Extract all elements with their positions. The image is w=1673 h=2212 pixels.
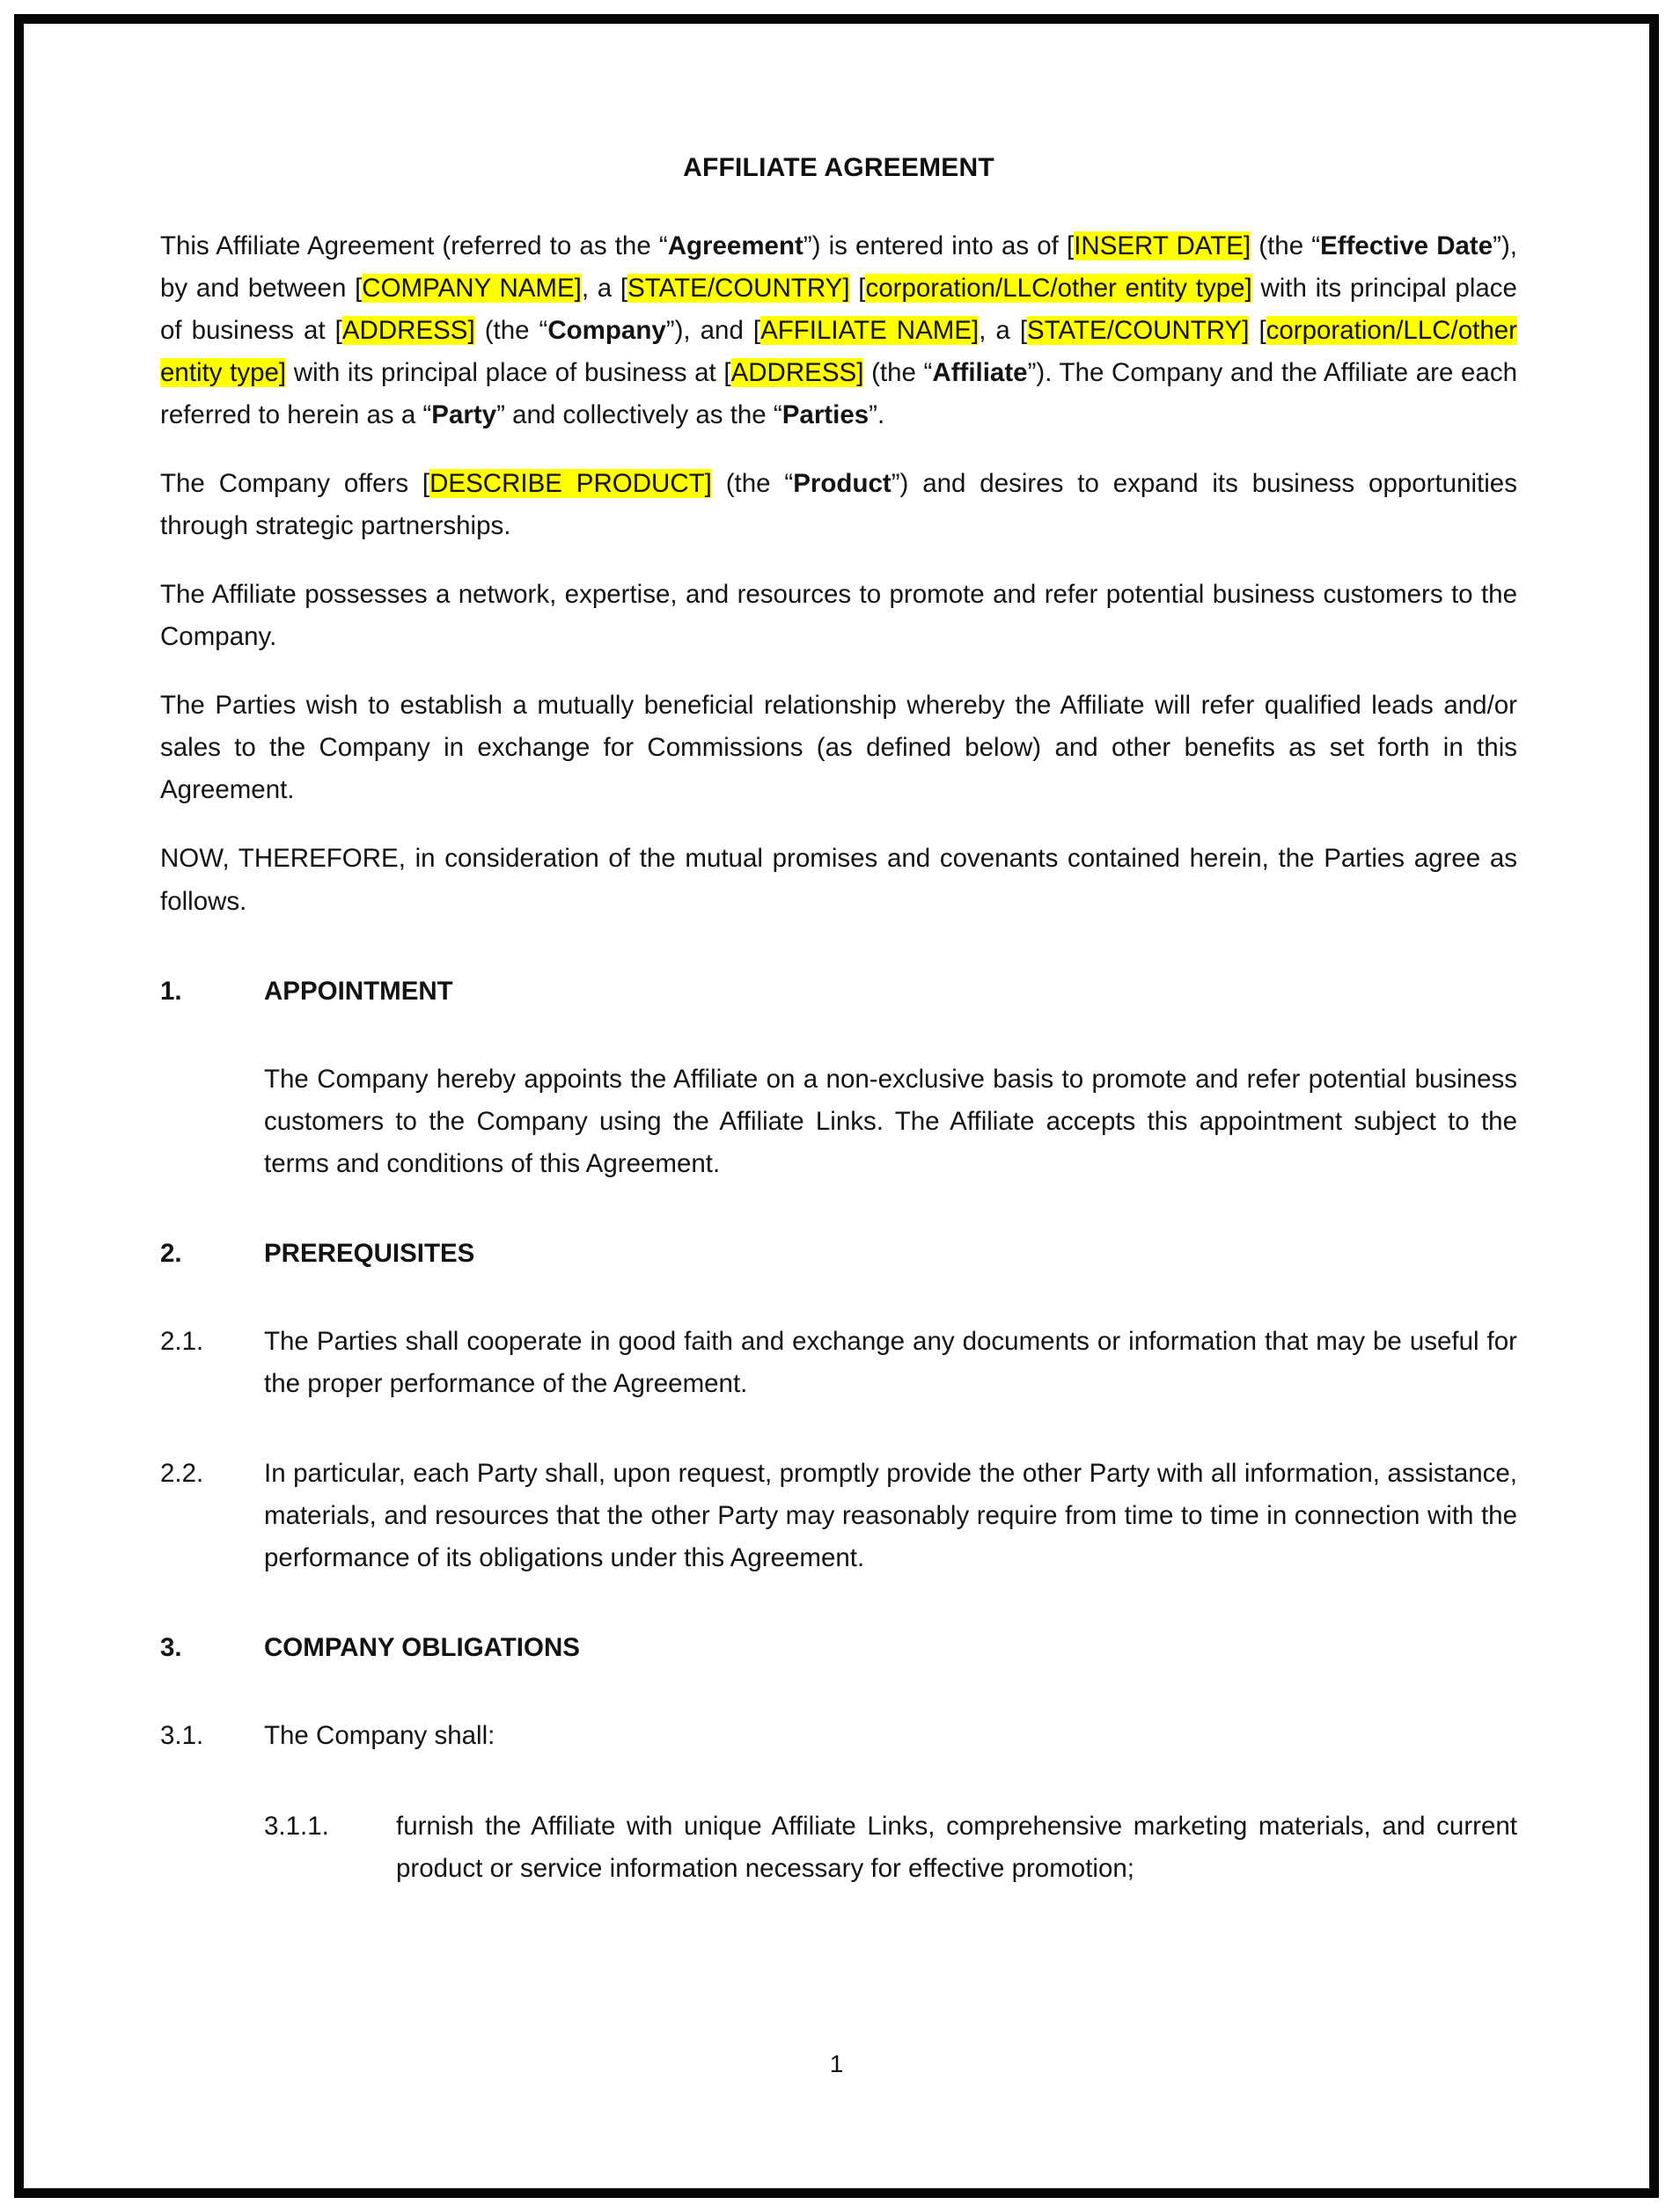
section-heading-3: [160, 1627, 1517, 1669]
text-run: ”), and [: [665, 315, 761, 345]
clause-number-2-2: 2.2.: [160, 1459, 204, 1489]
clause-text-2-2: In particular, each Party shall, upon request, promptly provide the other Party with all information, assistance, materials, and resources that the other Party may reasonably require from time to time in connection with the performance of its obligations under this Agreement.: [264, 1459, 1517, 1573]
placeholder-company-name: COMPANY NAME]: [362, 273, 582, 303]
subclause-text-3-1-1: furnish the Affiliate with unique Affiliate Links, comprehensive marketing materials, and current product or service information necessary for effective promotion;: [396, 1811, 1517, 1883]
section-title-2: PREREQUISITES: [264, 1238, 475, 1268]
defined-term-parties: Parties: [781, 399, 870, 429]
recital-paragraph-relationship: The Parties wish to establish a mutually beneficial relationship whereby the Affiliate will refer qualified leads and/or sales to the Company in exchange for Commissions (as defined below) and other benefits as set forth in this Agreement.: [160, 691, 1517, 805]
recital-paragraph-now-therefore: NOW, THEREFORE, in consideration of the mutual promises and covenants contained herein, the Parties agree as follows.: [160, 844, 1517, 916]
section-title-1: APPOINTMENT: [264, 976, 453, 1006]
defined-term-party: Party: [431, 399, 497, 429]
text-run: (the “: [863, 357, 933, 387]
placeholder-state-country-affiliate: STATE/COUNTRY]: [1027, 315, 1250, 345]
document-body: [160, 151, 1517, 1916]
clause-2-1: [160, 1321, 1517, 1405]
placeholder-entity-type-company: corporation/LLC/other entity type]: [865, 273, 1252, 303]
text-run: ”.: [869, 399, 885, 429]
text-run: [: [1249, 315, 1266, 345]
section-1-body: [264, 1058, 1517, 1185]
clause-number-2-1: 2.1.: [160, 1326, 204, 1356]
clause-text-2-1: The Parties shall cooperate in good faith and exchange any documents or information that may be useful for the proper performance of the Agreement.: [264, 1326, 1517, 1399]
clause-number-3-1: 3.1.: [160, 1721, 204, 1751]
placeholder-address-company: ADDRESS]: [341, 315, 475, 345]
text-run: This Affiliate Agreement (referred to as the “: [160, 231, 668, 260]
defined-term-affiliate: Affiliate: [932, 357, 1028, 387]
text-run: [: [849, 273, 866, 303]
section-number-3: 3.: [160, 1633, 182, 1663]
section-number-2: 2.: [160, 1238, 182, 1268]
placeholder-describe-product: DESCRIBE PRODUCT]: [429, 468, 712, 498]
recital-paragraph-affiliate-network: The Affiliate possesses a network, expertise, and resources to promote and refer potential business customers to the Company.: [160, 580, 1517, 652]
text-run: (the “: [474, 315, 548, 345]
text-run: ” and collectively as the “: [496, 399, 782, 429]
section-1-body-text: The Company hereby appoints the Affiliate on a non-exclusive basis to promote and refer potential business customers to the Company using the Affiliate Links. The Affiliate accepts this appointment subject to the terms and conditions of this Agreement.: [264, 1064, 1517, 1178]
clause-2-2: [160, 1453, 1517, 1579]
placeholder-entity-type-affiliate: corporation/LLC/other entity type]: [160, 315, 1517, 387]
subclause-3-1-1: [264, 1805, 1517, 1890]
page-title: AFFILIATE AGREEMENT: [683, 153, 994, 182]
placeholder-insert-date: INSERT DATE]: [1074, 231, 1251, 260]
recital-paragraph-product: [160, 463, 1517, 547]
subclause-number-3-1-1: 3.1.1.: [264, 1811, 329, 1841]
section-heading-2: [160, 1233, 1517, 1275]
defined-term-effective-date: Effective Date: [1320, 231, 1493, 260]
recital-paragraph-parties: [160, 225, 1517, 436]
clause-3-1: [160, 1715, 1517, 1757]
defined-term-company: Company: [547, 315, 666, 345]
text-run: , a [: [581, 273, 628, 303]
defined-term-agreement: Agreement: [667, 231, 803, 260]
text-run: ”) and desires to expand its business opportunities through strategic partnerships.: [160, 468, 1517, 540]
text-run: (the “: [1251, 231, 1321, 260]
clause-text-3-1: The Company shall:: [264, 1721, 495, 1751]
text-run: , a [: [979, 315, 1028, 345]
text-run: with its principal place of business at [: [160, 273, 1517, 345]
section-heading-1: [160, 970, 1517, 1013]
text-run: ”) is entered into as of [: [803, 231, 1075, 260]
text-run: with its principal place of business at [: [286, 357, 731, 387]
defined-term-product: Product: [793, 468, 892, 498]
section-number-1: 1.: [160, 976, 182, 1006]
text-run: The Company offers [: [160, 468, 430, 498]
text-run: ”). The Company and the Affiliate are each referred to herein as a “: [160, 357, 1517, 429]
text-run: ”), by and between [: [160, 231, 1517, 303]
text-run: (the “: [711, 468, 794, 498]
placeholder-affiliate-name: AFFILIATE NAME]: [760, 315, 980, 345]
section-title-3: COMPANY OBLIGATIONS: [264, 1633, 580, 1663]
page-number-footer: 1: [829, 2050, 844, 2077]
placeholder-address-affiliate: ADDRESS]: [730, 357, 864, 387]
placeholder-state-country-company: STATE/COUNTRY]: [627, 273, 850, 303]
